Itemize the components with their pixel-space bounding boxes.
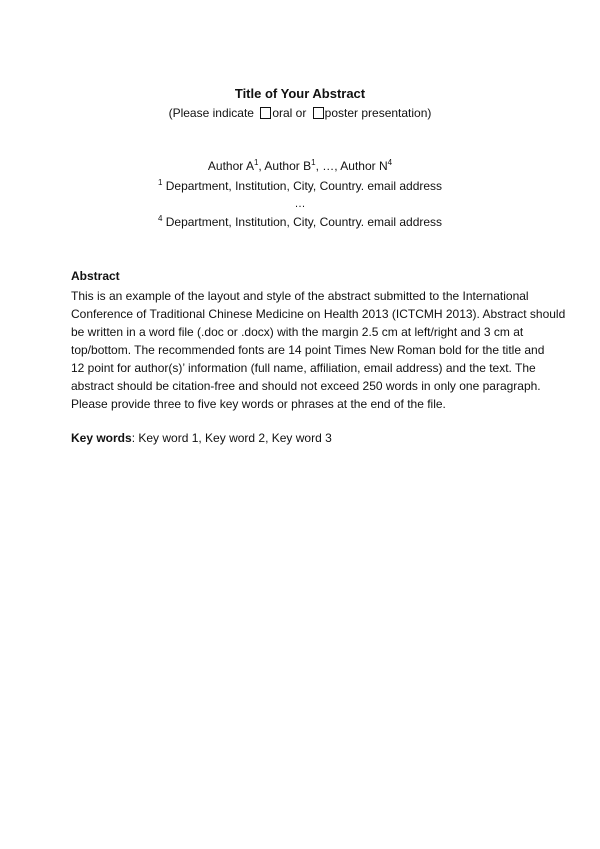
- author-b-affil-marker: 1: [311, 158, 316, 167]
- abstract-line: be written in a word file (.doc or .docx) with the margin 2.5 cm at left/right and 3 cm at: [71, 325, 524, 339]
- poster-checkbox[interactable]: [313, 107, 324, 119]
- oral-label: oral or: [272, 106, 310, 120]
- abstract-line: Please provide three to five key words or phrases at the end of the file.: [71, 397, 446, 411]
- affiliation-4: [0, 215, 600, 229]
- presentation-prefix: (Please indicate: [168, 106, 258, 120]
- presentation-type-line: [0, 106, 600, 120]
- affiliation-ellipsis: …: [294, 198, 306, 210]
- abstract-body: [71, 287, 566, 413]
- author-a-affil-marker: 1: [253, 158, 259, 167]
- author-separator-ellipsis: , …,: [315, 159, 341, 173]
- abstract-line: abstract should be citation-free and should not exceed 250 words in only one paragraph.: [71, 379, 541, 393]
- affiliation-4-text: Department, Institution, City, Country. email address: [162, 215, 443, 229]
- affiliation-1-marker: 1: [157, 178, 163, 187]
- author-n-affil-marker: 4: [387, 158, 393, 167]
- abstract-heading: Abstract: [71, 269, 120, 283]
- affiliation-1: [0, 179, 600, 193]
- author-a-name: Author A: [207, 159, 254, 173]
- oral-checkbox[interactable]: [260, 107, 271, 119]
- author-list: [0, 159, 600, 173]
- keywords-value: : Key word 1, Key word 2, Key word 3: [131, 431, 332, 445]
- poster-label: poster presentation): [324, 106, 432, 120]
- abstract-title: Title of Your Abstract: [234, 86, 366, 101]
- abstract-line: 12 point for author(s)’ information (full name, affiliation, email address) and the text. The: [71, 361, 536, 375]
- author-b-name: Author B: [264, 159, 312, 173]
- affiliation-4-marker: 4: [157, 214, 163, 223]
- affiliation-1-text: Department, Institution, City, Country. email address: [162, 179, 443, 193]
- keywords-label: Key words: [71, 431, 132, 445]
- abstract-line: top/bottom. The recommended fonts are 14 point Times New Roman bold for the title and: [71, 343, 545, 357]
- keywords-line: [71, 431, 332, 445]
- abstract-line: This is an example of the layout and style of the abstract submitted to the International: [71, 289, 529, 303]
- author-separator: ,: [258, 159, 265, 173]
- author-n-name: Author N: [340, 159, 388, 173]
- abstract-line: Conference of Traditional Chinese Medicine on Health 2013 (ICTCMH 2013). Abstract should: [71, 307, 566, 321]
